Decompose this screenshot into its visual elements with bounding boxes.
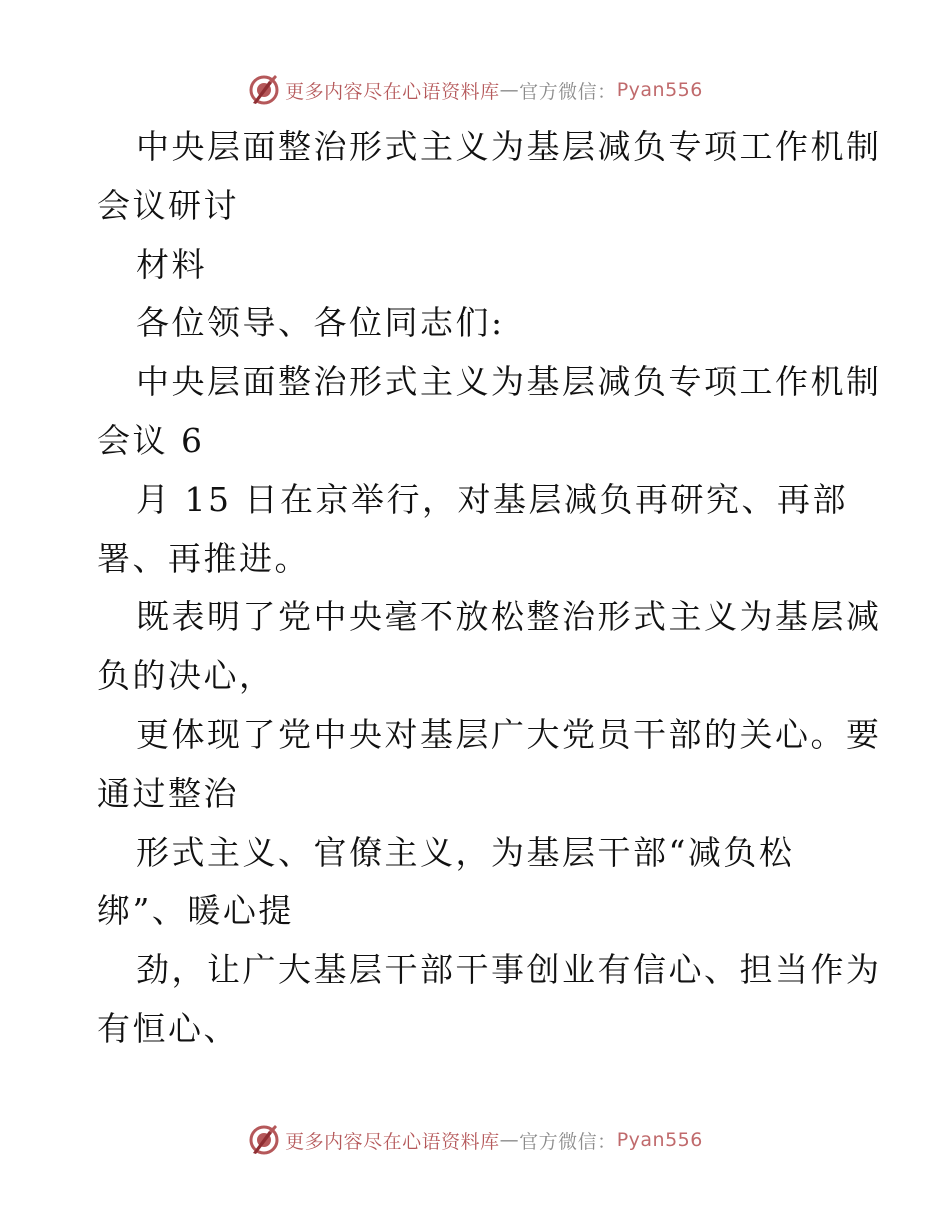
watermark-wechat-id: Pyan556 [616,79,703,101]
text-line: 中央层面整治形式主义为基层减负专项工作机制 [136,127,882,166]
quill-seal-icon [247,1123,281,1157]
text-line: 月 15 日在京举行，对基层减负再研究、再部 [136,479,848,519]
text-line: 既表明了党中央毫不放松整治形式主义为基层减 [136,597,882,637]
text-line: 署、再推进。 [97,538,310,578]
text-line: 负的决心， [97,656,275,696]
text-line: 会议 6 [97,420,205,460]
watermark-separator: — [499,1129,520,1151]
text-line: 更体现了党中央对基层广大党员干部的关心。要 [136,714,882,754]
watermark-wechat-id: Pyan556 [616,1129,703,1151]
text-line: 形式主义、官僚主义，为基层干部“减负松 [136,832,795,872]
watermark-separator: — [499,79,520,101]
text-line: 绑”、暖心提 [97,891,294,931]
footer-watermark [0,1120,950,1160]
watermark-text: 更多内容尽在心语资料库 [285,1130,500,1153]
text-line: 中央层面整治形式主义为基层减负专项工作机制 [136,362,882,402]
text-line: 各位领导、各位同志们: [136,303,505,343]
watermark-label: 官方微信： [519,1130,617,1153]
text-line: 通过整治 [97,773,239,813]
document-body [97,118,882,1059]
watermark-label: 官方微信： [519,80,617,103]
text-line: 材料 [136,244,207,284]
quill-seal-icon [247,73,281,107]
header-watermark [0,70,950,110]
watermark-text: 更多内容尽在心语资料库 [285,80,500,103]
text-line: 有恒心、 [97,1008,239,1048]
text-line: 会议研讨 [97,185,239,225]
text-line: 劲，让广大基层干部干事创业有信心、担当作为 [136,950,882,990]
